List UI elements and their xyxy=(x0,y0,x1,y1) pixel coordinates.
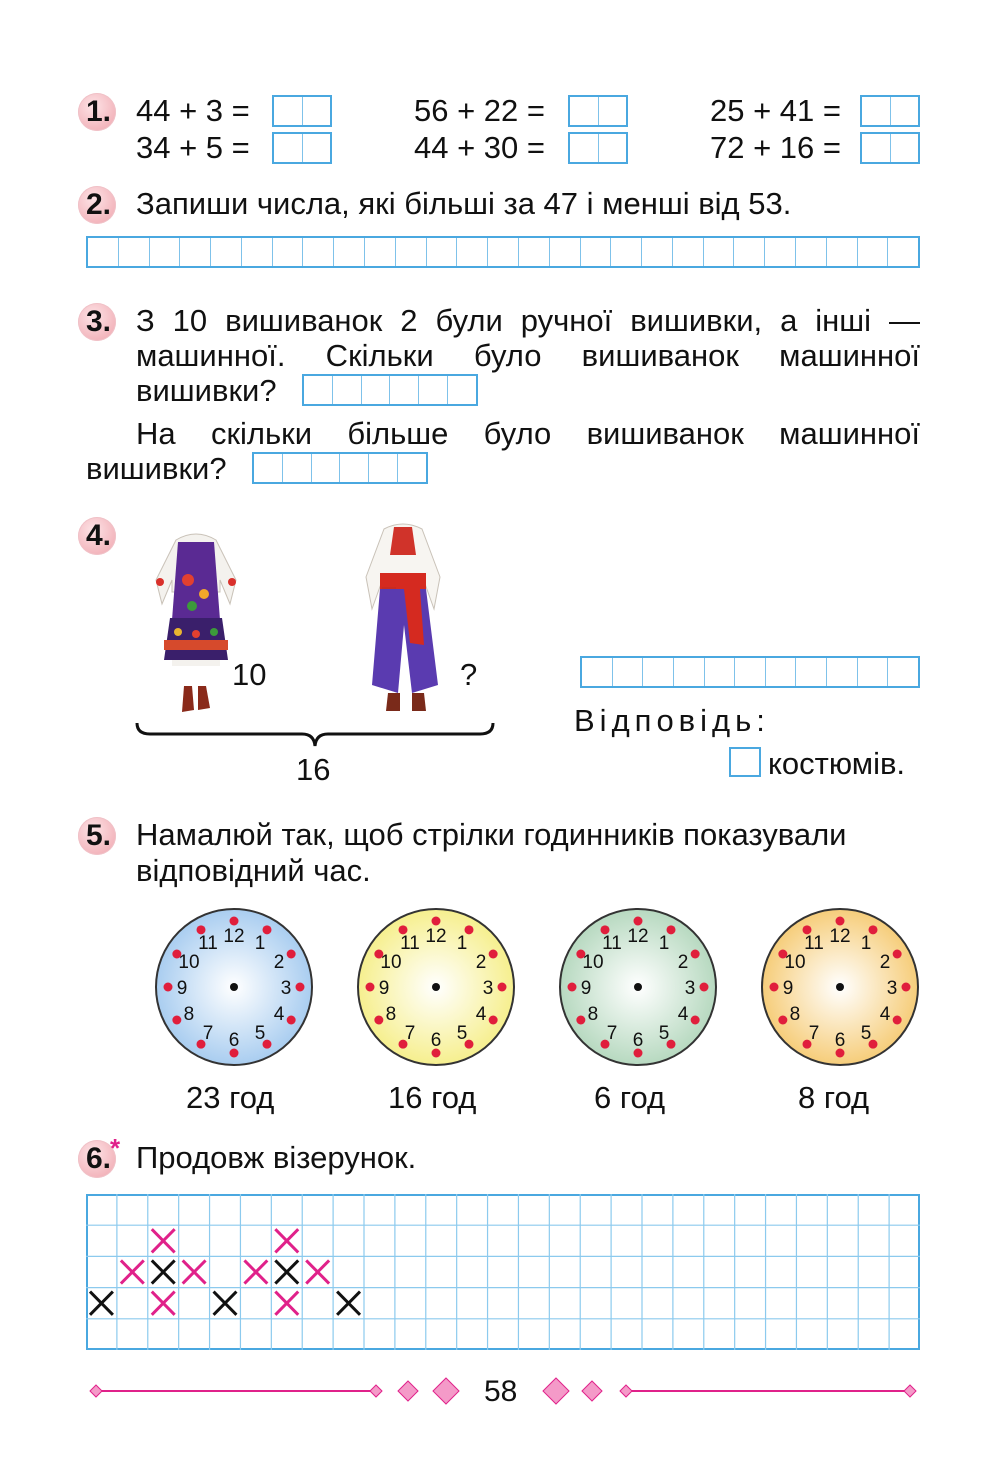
task3-line3: вишивки? xyxy=(136,373,277,408)
task3-answer2-cells[interactable] xyxy=(252,452,428,484)
men-count: ? xyxy=(460,657,478,692)
task3-line5: вишивки? xyxy=(86,451,227,486)
task3-line2: машинної. Скільки було вишиванок машинної xyxy=(136,338,920,373)
hour-number: 5 xyxy=(658,1023,670,1045)
clock-center xyxy=(836,983,844,991)
expression-4: 34 + 5 = xyxy=(136,130,250,165)
hour-dot xyxy=(230,917,239,926)
hour-number: 6 xyxy=(632,1030,644,1051)
expression-6: 72 + 16 = xyxy=(710,130,842,165)
hour-dot xyxy=(432,917,441,926)
hour-number: 7 xyxy=(606,1023,618,1045)
clock-3-label: 6 год xyxy=(594,1080,666,1115)
answer-unit: костюмів. xyxy=(768,746,906,781)
total-count: 16 xyxy=(296,752,331,787)
hour-number: 6 xyxy=(834,1030,846,1051)
hour-number: 11 xyxy=(804,932,824,954)
clock-center xyxy=(230,983,238,991)
hour-dot xyxy=(836,917,845,926)
answer-cells-1[interactable] xyxy=(272,95,332,127)
hour-dot xyxy=(489,950,498,959)
task5-number: 5. xyxy=(86,819,112,852)
hour-dot xyxy=(778,1016,787,1025)
hour-number: 9 xyxy=(378,978,390,999)
pattern-grid[interactable] xyxy=(86,1194,920,1350)
hour-number: 2 xyxy=(677,952,689,973)
hour-dot xyxy=(489,1016,498,1025)
hour-number: 10 xyxy=(380,952,402,973)
hour-number: 5 xyxy=(860,1023,872,1045)
expression-2: 56 + 22 = xyxy=(414,93,546,128)
clock-1[interactable] xyxy=(148,905,320,1069)
page-number: 58 xyxy=(484,1375,518,1408)
task6-star: * xyxy=(110,1133,121,1163)
hour-dot xyxy=(691,950,700,959)
task4-number-badge xyxy=(78,517,116,555)
hour-number: 4 xyxy=(677,1004,689,1025)
hour-number: 1 xyxy=(658,932,670,954)
hour-number: 10 xyxy=(582,952,604,973)
hour-number: 8 xyxy=(587,1004,599,1025)
task3-line4: На скільки більше було вишиванок машинної xyxy=(136,416,920,451)
task2-number-badge xyxy=(78,186,116,224)
hour-number: 12 xyxy=(829,926,851,947)
hour-dot xyxy=(366,983,375,992)
hour-number: 2 xyxy=(879,952,891,973)
hour-number: 7 xyxy=(404,1023,416,1045)
hour-number: 9 xyxy=(580,978,592,999)
men-costume-illustration xyxy=(358,515,448,725)
clock-2[interactable] xyxy=(350,905,522,1069)
hour-number: 8 xyxy=(789,1004,801,1025)
hour-number: 5 xyxy=(254,1023,266,1045)
task5-line1: Намалюй так, щоб стрілки годинників показували xyxy=(136,817,847,852)
hour-dot xyxy=(902,983,911,992)
hour-dot xyxy=(700,983,709,992)
hour-dot xyxy=(893,1016,902,1025)
hour-number: 4 xyxy=(879,1004,891,1025)
clock-4[interactable] xyxy=(754,905,926,1069)
task3-line1: З 10 вишиванок 2 були ручної вишивки, а інші — xyxy=(136,303,920,338)
hour-number: 12 xyxy=(223,926,245,947)
answer-cells-2[interactable] xyxy=(568,95,628,127)
task6-number: 6. xyxy=(86,1142,112,1175)
answer-label: Відповідь: xyxy=(574,703,770,738)
task3-number-badge xyxy=(78,303,116,341)
hour-number: 3 xyxy=(280,978,292,999)
expression-3: 25 + 41 = xyxy=(710,93,842,128)
hour-number: 12 xyxy=(627,926,649,947)
hour-dot xyxy=(770,983,779,992)
hour-number: 1 xyxy=(456,932,468,954)
hour-number: 4 xyxy=(273,1004,285,1025)
hour-dot xyxy=(164,983,173,992)
task2-number: 2. xyxy=(86,188,112,221)
hour-number: 9 xyxy=(782,978,794,999)
hour-number: 1 xyxy=(254,932,266,954)
hour-number: 10 xyxy=(784,952,806,973)
hour-dot xyxy=(374,1016,383,1025)
hour-number: 4 xyxy=(475,1004,487,1025)
cross-stitch-pattern xyxy=(90,1229,360,1315)
women-costume-illustration xyxy=(148,520,244,720)
answer-box[interactable] xyxy=(729,747,761,777)
task3-number: 3. xyxy=(86,305,112,338)
clock-3[interactable] xyxy=(552,905,724,1069)
task2-answer-row[interactable] xyxy=(86,236,920,268)
hour-number: 11 xyxy=(400,932,420,954)
task6-text: Продовж візерунок. xyxy=(136,1140,417,1175)
task1-number: 1. xyxy=(86,95,112,128)
clock-center xyxy=(634,983,642,991)
expression-1: 44 + 3 = xyxy=(136,93,250,128)
task1-number-badge xyxy=(78,93,116,131)
hour-number: 3 xyxy=(886,978,898,999)
total-brace xyxy=(134,720,496,750)
hour-dot xyxy=(691,1016,700,1025)
answer-cells-6[interactable] xyxy=(860,132,920,164)
hour-number: 8 xyxy=(183,1004,195,1025)
hour-number: 8 xyxy=(385,1004,397,1025)
clock-1-label: 23 год xyxy=(186,1080,275,1115)
hour-number: 12 xyxy=(425,926,447,947)
hour-number: 5 xyxy=(456,1023,468,1045)
hour-number: 11 xyxy=(198,932,218,954)
hour-dot xyxy=(893,950,902,959)
hour-number: 2 xyxy=(273,952,285,973)
hour-number: 6 xyxy=(228,1030,240,1051)
hour-number: 11 xyxy=(602,932,622,954)
task3-answer1-cells[interactable] xyxy=(302,374,478,406)
hour-dot xyxy=(287,950,296,959)
hour-dot xyxy=(287,1016,296,1025)
clock-2-label: 16 год xyxy=(388,1080,477,1115)
task4-solution-row[interactable] xyxy=(580,656,920,688)
clock-4-label: 8 год xyxy=(798,1080,870,1115)
hour-dot xyxy=(576,1016,585,1025)
task4-number: 4. xyxy=(86,519,112,552)
answer-cells-3[interactable] xyxy=(860,95,920,127)
hour-number: 7 xyxy=(808,1023,820,1045)
hour-dot xyxy=(296,983,305,992)
hour-number: 3 xyxy=(482,978,494,999)
hour-number: 2 xyxy=(475,952,487,973)
hour-dot xyxy=(634,917,643,926)
expression-5: 44 + 30 = xyxy=(414,130,546,165)
hour-dot xyxy=(568,983,577,992)
grid-lines xyxy=(86,1194,920,1350)
task5-line2: відповідний час. xyxy=(136,853,371,888)
hour-dot xyxy=(498,983,507,992)
clock-center xyxy=(432,983,440,991)
answer-cells-4[interactable] xyxy=(272,132,332,164)
task5-number-badge xyxy=(78,817,116,855)
answer-cells-5[interactable] xyxy=(568,132,628,164)
task2-text: Запиши числа, які більші за 47 і менші від 53. xyxy=(136,186,792,221)
hour-number: 3 xyxy=(684,978,696,999)
hour-number: 10 xyxy=(178,952,200,973)
hour-number: 7 xyxy=(202,1023,214,1045)
women-count: 10 xyxy=(232,657,267,692)
hour-number: 6 xyxy=(430,1030,442,1051)
hour-dot xyxy=(172,1016,181,1025)
hour-number: 9 xyxy=(176,978,188,999)
hour-number: 1 xyxy=(860,932,872,954)
